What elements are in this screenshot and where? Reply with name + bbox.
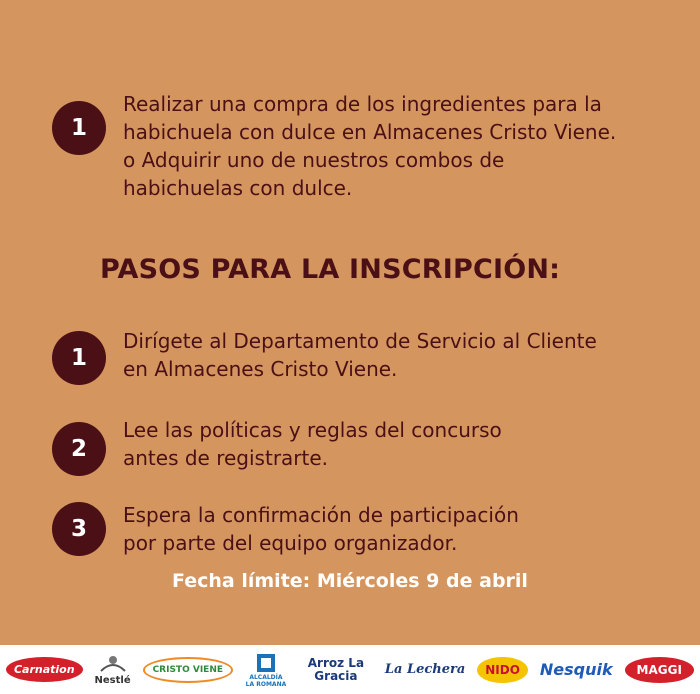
- prerequisite-step: [52, 92, 617, 202]
- registration-step-1: [52, 331, 597, 385]
- nestle-logo: [95, 650, 131, 690]
- carnation-logo: [6, 650, 83, 690]
- step-number-badge: 1: [52, 331, 106, 385]
- maggi-logo-text: MAGGI: [625, 657, 694, 683]
- step-text: Espera la confirmación de participación por parte del equipo organizador.: [123, 503, 519, 555]
- alcaldia-logo-text: ALCALDÍA LA ROMANA: [245, 673, 287, 688]
- maggi-logo: [625, 650, 694, 690]
- nesquik-logo-text: Nesquik: [539, 660, 613, 679]
- registration-step-2: [52, 418, 502, 476]
- step-number-badge: 2: [52, 422, 106, 476]
- city-crest-icon: [255, 652, 277, 674]
- step-number-badge: 3: [52, 502, 106, 556]
- step-text: Dirígete al Departamento de Servicio al Cliente en Almacenes Cristo Viene.: [123, 329, 597, 381]
- registration-step-3: [52, 502, 519, 557]
- deadline-text: Fecha límite: Miércoles 9 de abril: [172, 570, 528, 592]
- cristo-viene-logo-text: CRISTO VIENE: [143, 657, 233, 683]
- nido-logo: [477, 650, 528, 690]
- la-lechera-logo: [385, 650, 465, 690]
- arroz-logo-text: Arroz La Gracia: [307, 655, 365, 683]
- alcaldia-logo: [245, 650, 287, 690]
- sponsor-logos-bar: [0, 645, 700, 694]
- nido-logo-text: NIDO: [477, 657, 528, 683]
- step-text: Realizar una compra de los ingredientes para la habichuela con dulce en Almacenes Cristo Viene. o Adquirir uno de nuestros combos de habichuelas con dulce.: [123, 92, 617, 200]
- nest-icon: [98, 653, 128, 675]
- lechera-logo-text: La Lechera: [384, 662, 466, 677]
- step-number-badge: 1: [52, 101, 106, 155]
- carnation-logo-text: Carnation: [6, 657, 83, 682]
- nestle-logo-text: Nestlé: [94, 675, 131, 686]
- step-text: Lee las políticas y reglas del concurso antes de registrarte.: [123, 418, 502, 470]
- registration-heading: PASOS PARA LA INSCRIPCIÓN:: [100, 254, 561, 285]
- nesquik-logo: [540, 650, 613, 690]
- cristo-viene-logo: [143, 650, 233, 690]
- arroz-la-gracia-logo: [299, 650, 373, 690]
